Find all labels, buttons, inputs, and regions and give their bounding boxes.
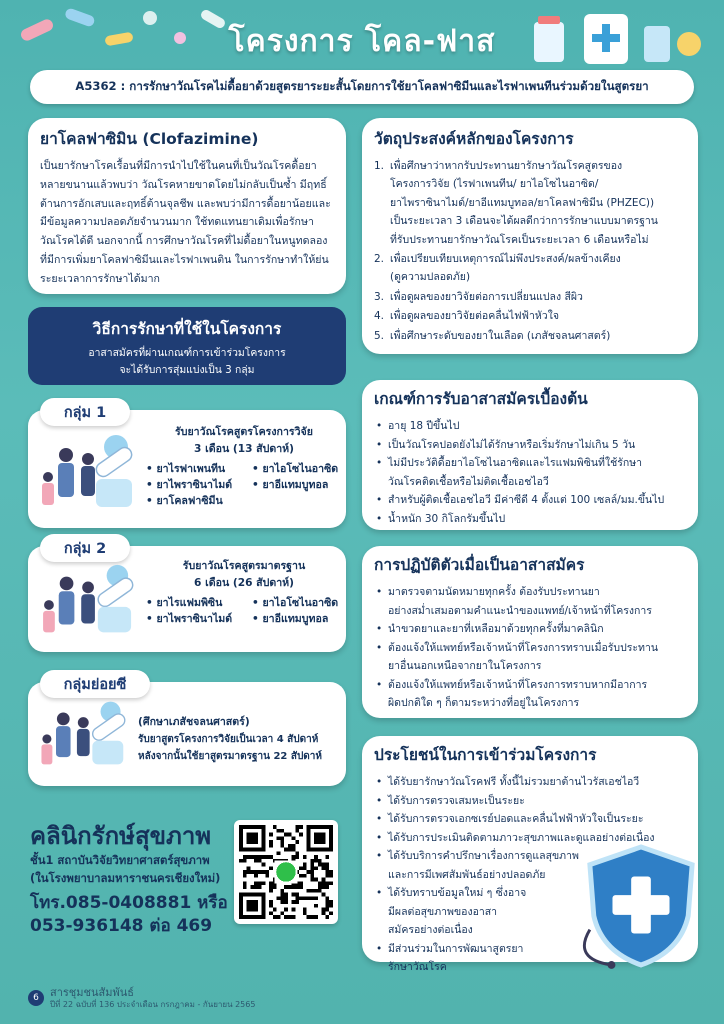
line-qr-code[interactable] bbox=[234, 820, 338, 924]
subgroup-c-label: กลุ่มย่อยซี bbox=[40, 670, 150, 698]
objective-item: 2. เพื่อเปรียบเทียบเหตุการณ์ไม่พึงประสงค์/ผลข้างเคียง (ดูความปลอดภัย) bbox=[374, 253, 621, 284]
group-2-title-2: 6 เดือน (26 สัปดาห์) bbox=[194, 577, 294, 589]
objective-item: 4. เพื่อดูผลของยาวิจัยต่อคลื่นไฟฟ้าหัวใจ bbox=[374, 310, 559, 323]
methods-line-2: จะได้รับการสุ่มแบ่งเป็น 3 กลุ่ม bbox=[119, 364, 255, 376]
family-illustration-icon bbox=[36, 428, 146, 520]
project-subtitle: A5362 : การรักษาวัณโรคไม่ดื้อยาด้วยสูตรยาระยะสั้นโดยการใช้ยาโคลฟาซิมีนและไรฟาเพนทีนร่วมด้วยในสูตรยา bbox=[30, 70, 694, 104]
drug-info-heading: ยาโคลฟาซิมิน (Clofazimine) bbox=[40, 130, 259, 148]
qr-code-icon bbox=[239, 825, 333, 919]
benefits-heading: ประโยชน์ในการเข้าร่วมโครงการ bbox=[374, 746, 597, 764]
objective-item: 1. เพื่อศึกษาว่าหากรับประทานยารักษาวัณโรคสูตรของ โครงการวิจัย (ไรฟาเพนทีน/ ยาไอโซไนอาซิด/ ยาไพราซินาไมด์/ยาอีแทมบูทอล/ยาโคลฟาซิมีน (PHZEC)) เป็นระยะเวลา 3 เดือนจะได้ผลดีกว่าการรักษาแบบมาตรฐาน ที่รับประทานยารักษาวัณโรคเป็นระยะเวลา 6 เดือนหรือไม่ bbox=[374, 160, 658, 246]
subgroup-c-line-2: รับยาสูตรโครงการวิจัยเป็นเวลา 4 สัปดาห์ bbox=[138, 734, 319, 745]
subgroup-c-title: (ศึกษาเภสัชจลนศาสตร์) bbox=[138, 716, 250, 728]
group-1-label: กลุ่ม 1 bbox=[40, 398, 130, 426]
drug-info-body: เป็นยารักษาโรคเรื้อนที่มีการนำไปใช้ในคนที่เป็นวัณโรคดื้อยาหลายขนานแล้วพบว่า วัณโรคหายขาดโดยไม่กลับเป็นซ้ำ มีฤทธิ์ต้านการอักเสบและฤทธิ์ต้านจุลชีพ และพบว่ามีการดื้อยาน้อยและมีข้อมูลความปลอดภัยจำนวนมาก ใช้ทดแทนยาเดิมเพื่อรักษาวัณโรคได้ดี นอกจากนี้ การศึกษาวัณโรคที่ไม่ดื้อยาในหนูทดลองที่มีการเพิ่มยาโคลฟาซิมีนและไรฟาเพนติน ในการรักษาทำให้ย่นระยะเวลาการรักษาได้มาก bbox=[40, 160, 331, 285]
clinic-address-2: (ในโรงพยาบาลมหาราชนครเชียงใหม่) bbox=[30, 871, 221, 885]
criteria-item: • สำหรับผู้ติดเชื้อเอชไอวี มีค่าซีดี 4 ตั้งแต่ 100 เซลล์/มม.ขึ้นไป bbox=[374, 491, 686, 510]
practice-item: • มาตรวจตามนัดหมายทุกครั้ง ต้องรับประทานยา อย่างสม่ำเสมอตามคำแนะนำของแพทย์/เจ้าหน้าที่โครงการ bbox=[374, 583, 686, 620]
methods-heading: วิธีการรักษาที่ใช้ในโครงการ bbox=[92, 320, 282, 338]
criteria-heading: เกณฑ์การรับอาสาสมัครเบื้องต้น bbox=[374, 390, 588, 408]
benefit-item: • ได้รับการตรวจเอกซเรย์ปอดและคลื่นไฟฟ้าหัวใจเป็นระยะ bbox=[374, 810, 686, 829]
practice-heading: การปฏิบัติตัวเมื่อเป็นอาสาสมัคร bbox=[374, 556, 585, 574]
objectives-heading: วัตถุประสงค์หลักของโครงการ bbox=[374, 130, 574, 148]
footer-title: สารชุมชนสัมพันธ์ bbox=[50, 986, 134, 999]
group-2-drug: • ยาไพราซินาไมด์ bbox=[146, 611, 246, 627]
group-1-title-1: รับยาวัณโรคสูตรโครงการวิจัย bbox=[175, 426, 313, 438]
group-1-drug: • ยาไรฟาเพนทีน bbox=[146, 461, 246, 477]
benefit-item: • ได้รับบริการคำปรึกษาเรื่องการดูแลสุขภาพ และการมีเพศสัมพันธ์อย่างปลอดภัย bbox=[374, 847, 686, 884]
methods-line-1: อาสาสมัครที่ผ่านเกณฑ์การเข้าร่วมโครงการ bbox=[88, 347, 286, 359]
benefit-item: • ได้รับทราบข้อมูลใหม่ ๆ ซึ่งอาจ มีผลต่อสุขภาพของอาสา สมัครอย่างต่อเนื่อง bbox=[374, 884, 686, 940]
clinic-phone-2[interactable]: 053-936148 ต่อ 469 bbox=[30, 916, 213, 936]
subgroup-c-text bbox=[138, 714, 344, 765]
subgroup-c-line-3: หลังจากนั้นใช้ยาสูตรมาตรฐาน 22 สัปดาห์ bbox=[138, 751, 322, 762]
criteria-item: • ไม่มีประวัติดื้อยาไอโซไนอาซิดและไรแฟมพิซินที่ใช้รักษา วัณโรคติดเชื้อหรือไม่ติดเชื้อเอชไอวี bbox=[374, 454, 686, 491]
methods-banner bbox=[28, 307, 346, 385]
shield-cross-icon bbox=[582, 840, 700, 970]
clinic-address-1: ชั้น1 สถาบันวิจัยวิทยาศาสตร์สุขภาพ bbox=[30, 853, 210, 867]
objective-item: 3. เพื่อดูผลของยาวิจัยต่อการเปลี่ยนแปลง สีผิว bbox=[374, 290, 583, 303]
criteria-item: • น้ำหนัก 30 กิโลกรัมขึ้นไป bbox=[374, 510, 686, 529]
family-illustration-icon bbox=[36, 696, 136, 780]
objective-item: 5. เพื่อศึกษาระดับของยาในเลือด (เภสัชจลนศาสตร์) bbox=[374, 329, 611, 342]
group-1-drug: • ยาโคลฟาซิมีน bbox=[146, 493, 246, 509]
benefit-item: • ได้รับการประเมินติดตามภาวะสุขภาพและดูแลอย่างต่อเนื่อง bbox=[374, 829, 686, 848]
benefit-item: • ได้รับยารักษาวัณโรคฟรี ทั้งนี้ไม่รวมยาต้านไวรัสเอชไอวี bbox=[374, 773, 686, 792]
clinic-name: คลินิกรักษ์สุขภาพ bbox=[30, 822, 212, 850]
criteria-item: • อายุ 18 ปีขึ้นไป bbox=[374, 417, 686, 436]
group-2-drug: • ยาไรแฟมพิซิน bbox=[146, 595, 246, 611]
page-number: 6 bbox=[28, 990, 44, 1006]
group-2-drug: • ยาไอโซไนอาซิด bbox=[252, 595, 348, 611]
group-1-text bbox=[146, 424, 342, 509]
group-1-drug: • ยาไอโซไนอาซิด bbox=[252, 461, 348, 477]
group-2-label: กลุ่ม 2 bbox=[40, 534, 130, 562]
group-1-drug: • ยาไพราซินาไมด์ bbox=[146, 477, 246, 493]
criteria-card bbox=[362, 380, 698, 530]
benefit-item: • มีส่วนร่วมในการพัฒนาสูตรยา รักษาวัณโรค bbox=[374, 940, 686, 977]
group-1-title-2: 3 เดือน (13 สัปดาห์) bbox=[194, 443, 294, 455]
criteria-item: • เป็นวัณโรคปอดยังไม่ได้รักษาหรือเริ่มรักษาไม่เกิน 5 วัน bbox=[374, 436, 686, 455]
objectives-card bbox=[362, 118, 698, 354]
footer-issue: ปีที่ 22 ฉบับที่ 136 ประจำเดือน กรกฎาคม - กันยายน 2565 bbox=[50, 1000, 256, 1009]
family-illustration-icon bbox=[36, 560, 146, 648]
group-1-drug: • ยาอีแทมบูทอล bbox=[252, 477, 348, 493]
practice-item: • ต้องแจ้งให้แพทย์หรือเจ้าหน้าที่โครงการทราบเมื่อรับประทาน ยาอื่นนอกเหนือจากยาในโครงการ bbox=[374, 639, 686, 676]
practice-item: • นำขวดยาและยาที่เหลือมาด้วยทุกครั้งที่มาคลินิก bbox=[374, 620, 686, 639]
criteria-list bbox=[374, 417, 686, 528]
practice-list bbox=[374, 583, 686, 713]
drug-info-card bbox=[28, 118, 346, 294]
practice-card bbox=[362, 546, 698, 718]
group-2-title-1: รับยาวัณโรคสูตรมาตรฐาน bbox=[182, 560, 306, 572]
practice-item: • ต้องแจ้งให้แพทย์หรือเจ้าหน้าที่โครงการทราบหากมีอาการ ผิดปกติใด ๆ ก็ตามระหว่างที่อยู่ในโครงการ bbox=[374, 676, 686, 713]
benefit-item: • ได้รับการตรวจเสมหะเป็นระยะ bbox=[374, 792, 686, 811]
page-title: โครงการ โคล-ฟาส bbox=[228, 24, 496, 59]
objectives-list bbox=[374, 157, 686, 345]
group-2-text bbox=[146, 558, 342, 627]
group-2-drug: • ยาอีแทมบูทอล bbox=[252, 611, 348, 627]
clinic-phone-1[interactable]: โทร.085-0408881 หรือ bbox=[30, 893, 228, 913]
